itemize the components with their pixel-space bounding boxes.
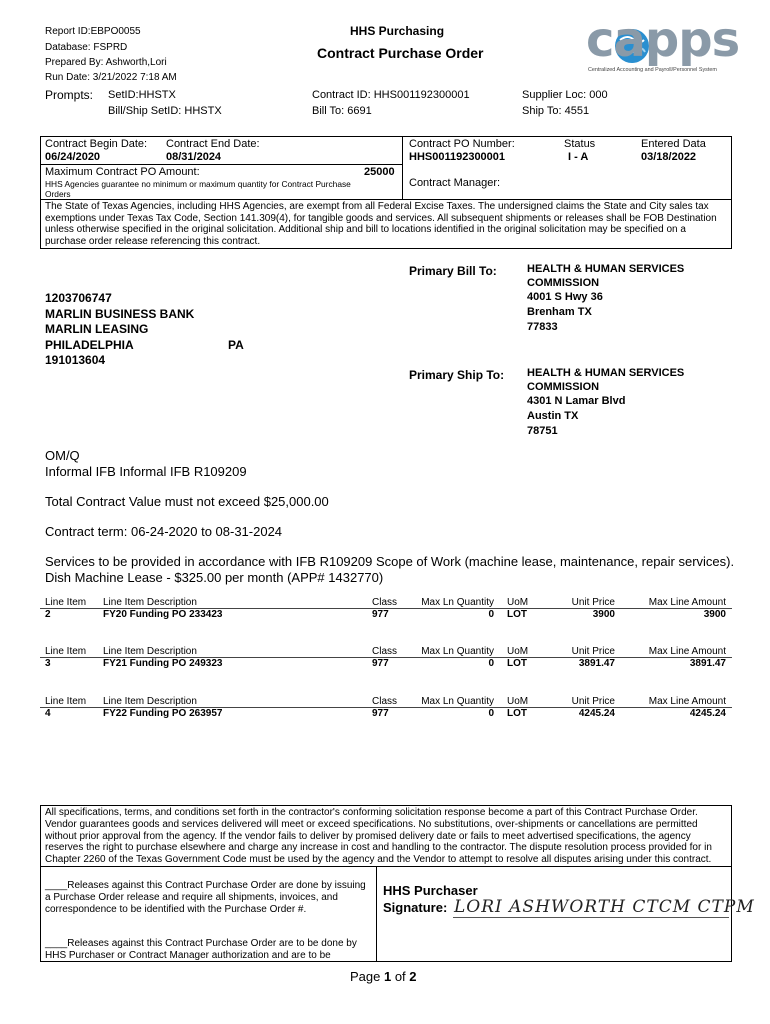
title-hhs-purchasing: HHS Purchasing xyxy=(350,24,445,38)
line-item-uom: LOT xyxy=(507,708,527,719)
bill-to-line-4: Brenham TX xyxy=(527,306,592,318)
line-item-class: 977 xyxy=(372,609,389,620)
line-item-header-unit-price: Unit Price xyxy=(571,646,615,657)
terms-box-divider xyxy=(376,866,377,962)
po-number-label: Contract PO Number: xyxy=(409,138,515,150)
line-item-class: 977 xyxy=(372,658,389,669)
ship-to-line-3: 4301 N Lamar Blvd xyxy=(527,395,626,407)
contract-box-rule-2 xyxy=(40,199,732,200)
report-id: Report ID:EBPO0055 xyxy=(45,26,141,37)
line-item-price: 3891.47 xyxy=(578,658,615,669)
line-item-qty: 0 xyxy=(488,708,494,719)
vendor-id: 1203706747 xyxy=(45,291,112,305)
run-date: Run Date: 3/21/2022 7:18 AM xyxy=(45,72,177,83)
capps-logo xyxy=(586,12,740,78)
end-date-value: 08/31/2024 xyxy=(166,151,222,163)
line-item-header-line-item: Line Item xyxy=(45,646,87,657)
prompt-supplier-loc: Supplier Loc: 000 xyxy=(522,89,608,101)
prompt-bill-to: Bill To: 6691 xyxy=(312,105,372,117)
contract-box-rule-1 xyxy=(40,164,402,165)
purchaser-label: HHS Purchaser xyxy=(383,883,478,898)
status-value: I - A xyxy=(568,151,589,163)
line-item-header-max-amount: Max Line Amount xyxy=(648,646,726,657)
line-item-header-desc: Line Item Description xyxy=(103,646,197,657)
po-number-value: HHS001192300001 xyxy=(409,151,506,163)
ship-to-line-1: HEALTH & HUMAN SERVICES xyxy=(527,367,685,379)
ship-to-label: Primary Ship To: xyxy=(409,368,505,382)
line-item-qty: 0 xyxy=(488,609,494,620)
line-item-line: 4 xyxy=(45,708,51,719)
line-item-header-max-qty: Max Ln Quantity xyxy=(421,597,494,608)
line-item-amount: 3900 xyxy=(703,609,726,620)
line-item-header-desc: Line Item Description xyxy=(103,597,197,608)
page-number xyxy=(350,969,417,984)
page-of: of xyxy=(391,969,410,984)
line-item-amount: 4245.24 xyxy=(689,708,726,719)
entered-label: Entered Data xyxy=(641,138,706,150)
page-prefix: Page xyxy=(350,969,384,984)
prompts-label: Prompts: xyxy=(45,88,94,102)
prompt-billship-setid: Bill/Ship SetID: HHSTX xyxy=(108,105,222,117)
prompt-contract-id: Contract ID: HHS001192300001 xyxy=(312,89,470,101)
line-item-header-max-qty: Max Ln Quantity xyxy=(421,696,494,707)
bill-to-line-1: HEALTH & HUMAN SERVICES xyxy=(527,263,685,275)
contract-manager-label: Contract Manager: xyxy=(409,177,501,189)
line-item-uom: LOT xyxy=(507,658,527,669)
note-services: Services to be provided in accordance with IFB R109209 Scope of Work (machine lease, maintenance, repair services). xyxy=(45,554,735,569)
ship-to-line-5: 78751 xyxy=(527,425,558,437)
bill-to-line-2: COMMISSION xyxy=(527,277,600,289)
status-label: Status xyxy=(564,138,596,150)
bill-to-label: Primary Bill To: xyxy=(409,264,497,278)
line-item-header-max-amount: Max Line Amount xyxy=(648,696,726,707)
handwritten-signature: LORI ASHWORTH CTCM CTPM xyxy=(454,897,755,917)
vendor-state: PA xyxy=(228,338,244,352)
line-item-header-line-item: Line Item xyxy=(45,597,87,608)
vendor-city: PHILADELPHIA xyxy=(45,338,134,352)
entered-value: 03/18/2022 xyxy=(641,151,697,163)
note-total-value: Total Contract Value must not exceed $25,000.00 xyxy=(45,494,329,509)
database: Database: FSPRD xyxy=(45,42,128,53)
line-item-header-unit-price: Unit Price xyxy=(571,696,615,707)
line-item-header-uom: UoM xyxy=(507,646,529,657)
line-item-desc: FY21 Funding PO 249323 xyxy=(103,658,223,669)
begin-date-value: 06/24/2020 xyxy=(45,151,101,163)
line-item-desc: FY22 Funding PO 263957 xyxy=(103,708,223,719)
line-item-header-line-item: Line Item xyxy=(45,696,87,707)
line-item-header-max-amount: Max Line Amount xyxy=(648,597,726,608)
line-item-header-desc: Line Item Description xyxy=(103,696,197,707)
max-amount-value: 25000 xyxy=(364,166,395,178)
logo-subtitle: Centralized Accounting and Payroll/Personnel System xyxy=(588,67,717,73)
signature-line xyxy=(453,917,729,918)
page-current: 1 xyxy=(383,969,392,984)
line-item-header-class: Class xyxy=(372,597,398,608)
release-text-1: ____Releases against this Contract Purchase Order are done by issuing a Purchase Order release and require all shipments, invoices, and correspondence to be identified with the Purchase Order #. xyxy=(45,880,366,915)
ship-to-line-2: COMMISSION xyxy=(527,381,600,393)
tax-exempt-text: The State of Texas Agencies, including HHS Agencies, are exempt from all Federal Excise Taxes. The undersigned claims the State and City sales tax exemptions under Texas Tax Code, Section 141.309(4), for tangible goods and services. All subsequent shipments or releases shall be FOB Destination unless otherwise specified in the original solicitation. Additional ship and bill to locations identified in the original solicitation may be specified on a purchase order release referencing this contract. xyxy=(45,201,717,247)
note-omq: OM/Q xyxy=(45,448,80,463)
line-item-amount: 3891.47 xyxy=(689,658,726,669)
note-contract-term: Contract term: 06-24-2020 to 08-31-2024 xyxy=(45,524,283,539)
vendor-name-2: MARLIN LEASING xyxy=(45,322,149,336)
prompt-ship-to: Ship To: 4551 xyxy=(522,105,590,117)
note-lease: Dish Machine Lease - $325.00 per month (APP# 1432770) xyxy=(45,570,384,585)
release-text-2: ____Releases against this Contract Purchase Order are to be done by HHS Purchaser or Contract Manager authorization and are to be xyxy=(45,938,357,961)
specifications-text: All specifications, terms, and conditions set forth in the contractor's conforming solicitation response become a part of this Contract Purchase Order. Vendor guarantees goods and services delivered will meet or exceed specifications. No substitutions, over-shipments or cancellations are permitted without prior approval from the agency. If the vendor fails to deliver by promised delivery date or fails to meet advertised specifications, the agency reserves the right to purchase elsewhere and charge any increase in cost and handling to the contractor. The dispute resolution process provided for in Chapter 2260 of the Texas Government Code must be used by the agency and the Vendor to attempt to resolve all disputes arising under this contract. xyxy=(45,807,712,866)
bill-to-line-5: 77833 xyxy=(527,321,558,333)
begin-date-label: Contract Begin Date: xyxy=(45,138,148,150)
line-item-header-uom: UoM xyxy=(507,696,529,707)
line-item-uom: LOT xyxy=(507,609,527,620)
end-date-label: Contract End Date: xyxy=(166,138,260,150)
page-total: 2 xyxy=(409,969,417,984)
signature-label: Signature: xyxy=(383,900,448,915)
line-item-header-uom: UoM xyxy=(507,597,529,608)
line-item-class: 977 xyxy=(372,708,389,719)
guarantee-note: HHS Agencies guarantee no minimum or maximum quantity for Contract Purchase Orders xyxy=(45,179,351,199)
vendor-name-1: MARLIN BUSINESS BANK xyxy=(45,307,195,321)
line-item-qty: 0 xyxy=(488,658,494,669)
line-item-header-class: Class xyxy=(372,696,398,707)
line-item-line: 2 xyxy=(45,609,51,620)
terms-box-rule xyxy=(40,866,732,867)
line-item-line: 3 xyxy=(45,658,51,669)
prompt-setid: SetID:HHSTX xyxy=(108,89,176,101)
ship-to-line-4: Austin TX xyxy=(527,410,579,422)
max-amount-label: Maximum Contract PO Amount: xyxy=(45,166,200,178)
line-item-header-class: Class xyxy=(372,646,398,657)
line-item-header-unit-price: Unit Price xyxy=(571,597,615,608)
line-item-price: 4245.24 xyxy=(578,708,615,719)
logo-text: capps xyxy=(586,12,740,68)
bill-to-line-3: 4001 S Hwy 36 xyxy=(527,291,603,303)
line-item-header-max-qty: Max Ln Quantity xyxy=(421,646,494,657)
prepared-by: Prepared By: Ashworth,Lori xyxy=(45,57,167,68)
line-item-desc: FY20 Funding PO 233423 xyxy=(103,609,223,620)
vendor-zip: 191013604 xyxy=(45,353,106,367)
line-item-price: 3900 xyxy=(592,609,615,620)
note-ifb: Informal IFB Informal IFB R109209 xyxy=(45,464,247,479)
title-contract-po: Contract Purchase Order xyxy=(317,45,484,61)
contract-box-divider xyxy=(402,136,403,199)
